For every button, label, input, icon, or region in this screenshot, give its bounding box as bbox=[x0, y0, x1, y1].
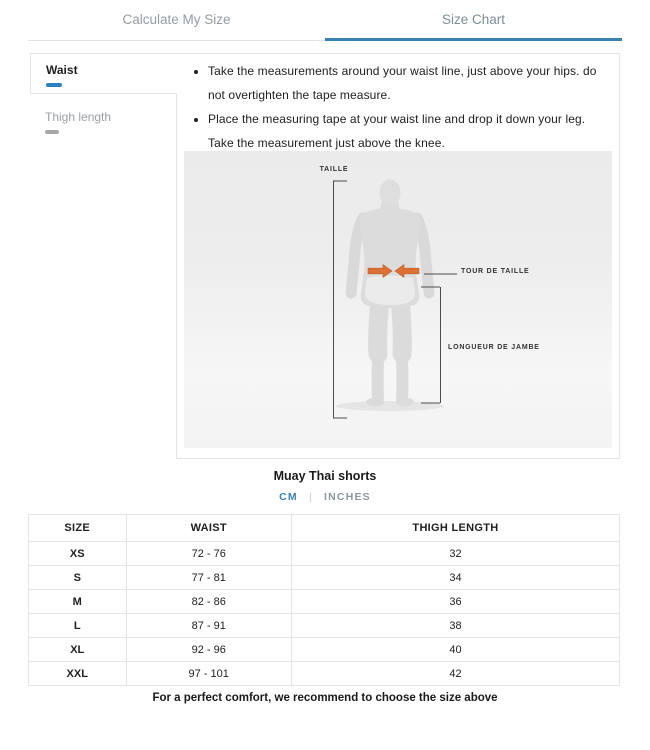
size-cell: XS bbox=[29, 542, 127, 566]
figure-label-leg: LONGUEUR DE JAMBE bbox=[448, 344, 540, 351]
size-cell: M bbox=[29, 590, 127, 614]
table-row bbox=[29, 542, 620, 566]
product-title: Muay Thai shorts bbox=[273, 469, 377, 483]
instruction-item: • Place the measuring tape at your waist line and drop it down your leg. Take the measurement just above the knee. bbox=[208, 107, 613, 155]
measurement-figure bbox=[184, 151, 612, 448]
size-cell: XL bbox=[29, 638, 127, 662]
column-header-size: SIZE bbox=[29, 515, 127, 542]
column-header-waist: WAIST bbox=[126, 515, 291, 542]
thigh-cell: 32 bbox=[291, 542, 619, 566]
mannequin-figure bbox=[184, 151, 612, 448]
unit-divider: | bbox=[308, 491, 313, 503]
size-cell: XXL bbox=[29, 662, 127, 686]
table-header-row bbox=[29, 515, 620, 542]
size-cell: S bbox=[29, 566, 127, 590]
thigh-cell: 40 bbox=[291, 638, 619, 662]
waist-cell: 97 - 101 bbox=[126, 662, 291, 686]
waist-cell: 87 - 91 bbox=[126, 614, 291, 638]
waist-cell: 82 - 86 bbox=[126, 590, 291, 614]
table-row bbox=[29, 590, 620, 614]
active-indicator-dash bbox=[46, 83, 62, 87]
size-table bbox=[28, 514, 620, 686]
figure-label-waist: TOUR DE TAILLE bbox=[461, 268, 530, 275]
size-cell: L bbox=[29, 614, 127, 638]
waist-cell: 72 - 76 bbox=[126, 542, 291, 566]
thigh-cell: 42 bbox=[291, 662, 619, 686]
waist-cell: 92 - 96 bbox=[126, 638, 291, 662]
thigh-cell: 38 bbox=[291, 614, 619, 638]
thigh-cell: 36 bbox=[291, 590, 619, 614]
sidebar-item-label: Thigh length bbox=[45, 110, 112, 124]
sidebar-item-label: Waist bbox=[46, 63, 78, 77]
table-row bbox=[29, 638, 620, 662]
comfort-recommendation-note: For a perfect comfort, we recommend to choose the size above bbox=[152, 692, 498, 704]
instruction-list bbox=[187, 59, 613, 155]
tab-bar bbox=[28, 0, 622, 41]
table-row bbox=[29, 614, 620, 638]
unit-inches[interactable]: INCHES bbox=[324, 491, 371, 503]
unit-toggle bbox=[0, 491, 650, 503]
table-row bbox=[29, 566, 620, 590]
tab-label: Size Chart bbox=[441, 12, 506, 27]
inactive-indicator-dash bbox=[45, 130, 59, 134]
figure-label-height: TAILLE bbox=[319, 166, 349, 173]
sidebar-item-waist[interactable] bbox=[30, 53, 177, 94]
tab-size-chart[interactable] bbox=[325, 0, 622, 41]
instruction-item: • Take the measurements around your waist line, just above your hips. do not overtighten the tape measure. bbox=[208, 59, 613, 107]
column-header-thigh-length: THIGH LENGTH bbox=[291, 515, 619, 542]
table-row bbox=[29, 662, 620, 686]
thigh-cell: 34 bbox=[291, 566, 619, 590]
tab-calculate-my-size[interactable] bbox=[28, 0, 325, 41]
tab-label: Calculate My Size bbox=[122, 12, 231, 27]
unit-cm[interactable]: CM bbox=[279, 491, 298, 503]
waist-cell: 77 - 81 bbox=[126, 566, 291, 590]
measure-instructions-panel bbox=[176, 53, 620, 459]
sidebar-item-thigh-length[interactable] bbox=[30, 101, 177, 141]
